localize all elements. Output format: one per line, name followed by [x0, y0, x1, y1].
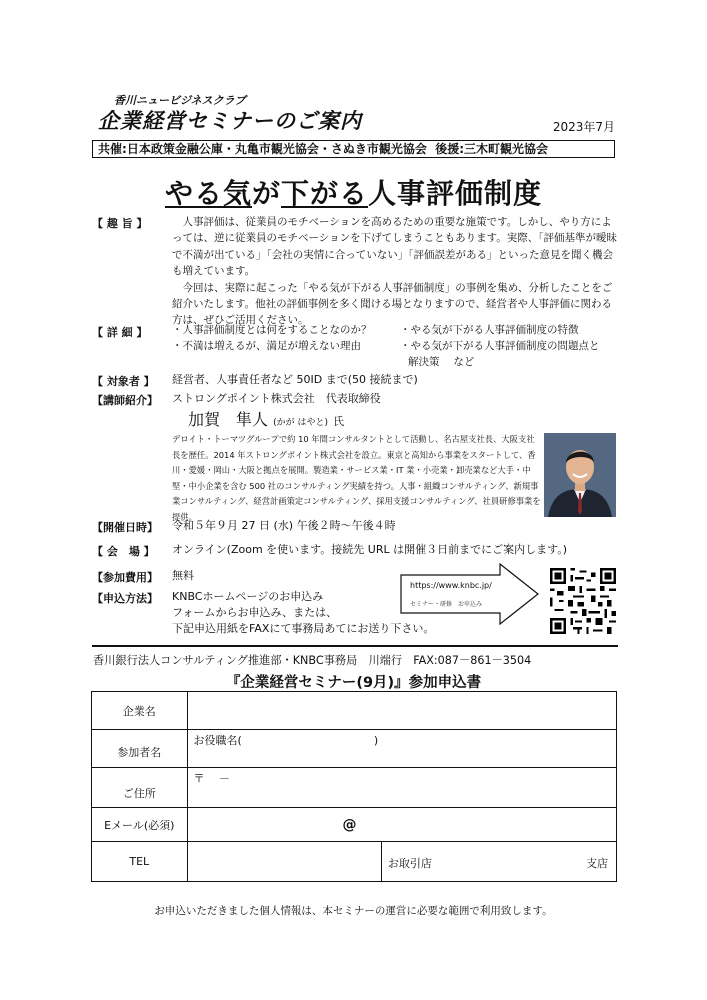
knbc-url-link[interactable]: https://www.knbc.jp/ [410, 581, 492, 590]
participant-label: 参加者名 [92, 730, 188, 768]
at-mark: @ [342, 816, 357, 833]
url-arrow-icon [400, 562, 540, 626]
email-field[interactable] [187, 808, 616, 842]
document-title: 企業経営セミナーのご案内 [98, 109, 362, 133]
apply-line-1: KNBCホームページのお申込み [172, 590, 324, 603]
tel-field[interactable] [187, 842, 381, 882]
purpose-label: 【 趣 旨 】 [92, 217, 148, 230]
detail-item-4: ・やる気が下がる人事評価制度の問題点と [400, 340, 600, 352]
datetime-label: 【開催日時】 [92, 521, 158, 534]
target-label: 【 対象者 】 [92, 375, 155, 388]
support-label: 後援: [435, 142, 464, 156]
venue-label: 【 会 場 】 [92, 545, 155, 558]
address-field[interactable] [187, 768, 616, 808]
privacy-notice: お申込いただきました個人情報は、本セミナーの運営に必要な範囲で利用致します。 [154, 905, 553, 917]
url-subtitle: セミナー・研修 お申込み [410, 601, 483, 608]
contact-info: 香川銀行法人コンサルティング推進部・KNBC事務局 川端行 FAX:087－861－3504 [93, 654, 532, 667]
target-text: 経営者、人事責任者など 50ID まで(50 接続まで) [172, 373, 418, 386]
headline-part-3: 下がる [281, 177, 369, 210]
datetime-text: 令和５年９月 27 日 (水) 午後２時～午後４時 [172, 519, 396, 532]
lecturer-name-line [188, 407, 344, 430]
detail-item-2: ・不満は増えるが、満足が増えない理由 [172, 340, 361, 352]
position-label: お役職名( ) [193, 734, 379, 747]
headline-part-1: やる気 [164, 177, 252, 210]
bank-branch-field[interactable] [381, 842, 616, 882]
postal-mark: 〒 － [193, 772, 231, 785]
lecturer-company: ストロングポイント株式会社 代表取締役 [172, 392, 381, 405]
lecturer-name: 加賀 隼人 [188, 410, 269, 429]
supporter-name: 三木町観光協会 [464, 142, 549, 156]
details-label: 【 詳 細 】 [92, 326, 148, 339]
headline-part-2: が [251, 177, 281, 210]
address-label: ご住所 [92, 768, 188, 808]
participant-field[interactable] [187, 730, 616, 768]
sponsor-box [92, 140, 615, 158]
fee-text: 無料 [172, 569, 194, 582]
purpose-paragraph-1: 人事評価は、従業員のモチベーションを高めるための重要な施策です。しかし、やり方によっては、逆に従業員のモチベーションを下げてしまうこともあります。実際、「評価基準が曖昧で不満が出ている」「会社の実情に合っていない」「評価誤差がある」といった意見を聞く機会も増えています。 [172, 216, 617, 278]
apply-line-2: フォームからお申込み、または、 [172, 606, 338, 619]
company-label: 企業名 [92, 692, 188, 730]
qr-code-icon[interactable] [550, 568, 616, 634]
lecturer-label: 【講師紹介】 [92, 394, 158, 407]
sponsor-label: 共催: [98, 142, 127, 156]
tel-label: TEL [92, 842, 188, 882]
detail-item-1: ・人事評価制度とは何をすることなのか？ [172, 324, 372, 336]
organization-name: 香川ニュービジネスクラブ [114, 94, 246, 107]
bank-label: お取引店 [387, 857, 432, 870]
detail-item-3: ・やる気が下がる人事評価制度の特徴 [400, 324, 579, 336]
purpose-paragraph-2: 今回は、実際に起こった「やる気が下がる人事評価制度」の事例を集め、分析したことをご紹介いたします。他社の評価事例を多く聞ける場となりますので、経営者や人事評価に関わる方は、ぜひご活用ください。 [172, 281, 613, 327]
divider-line [92, 645, 618, 647]
company-field[interactable] [187, 692, 616, 730]
email-label: Eメール(必須) [92, 808, 188, 842]
application-form [91, 691, 617, 882]
branch-label: 支店 [586, 857, 608, 870]
apply-label: 【申込方法】 [92, 592, 158, 605]
form-title: 『企業経営セミナー(9月)』参加申込書 [225, 675, 482, 691]
lecturer-kana: (かが はやと) [273, 418, 328, 428]
headline-part-4: 人事評価制度 [368, 177, 543, 210]
fee-label: 【参加費用】 [92, 571, 158, 584]
lecturer-portrait-icon [544, 433, 616, 517]
purpose-text [172, 214, 618, 329]
lecturer-profile: デロイト・トーマツグループで約 10 年間コンサルタントとして活動し、名古屋支社長、大阪支社長を歴任。2014 年ストロングポイント株式会社を設立。東京と高知から事業をスタートして、香川・愛媛・岡山・大阪と拠点を展開。製造業・サービス業・IT 業・小売業・卸売業など大手・中堅・中小企業を含む 500 社のコンサルティング実績を持つ。人事・組織コンサルティング、新規事業コンサルティング、経営計画策定コンサルティング、採用支援コンサルティング、社員研修事業を提供。 [172, 434, 541, 522]
sponsor-list: 日本政策金融公庫・丸亀市観光協会・さぬき市観光協会 [126, 142, 427, 156]
issue-date: 2023年7月 [552, 120, 615, 134]
venue-text: オンライン(Zoom を使います。接続先 URL は開催３日前までにご案内します。) [172, 543, 568, 556]
lecturer-suffix: 氏 [333, 415, 345, 428]
apply-line-3: 下記申込用紙をFAXにて事務局あてにお送り下さい。 [172, 622, 435, 635]
lecturer-photo [544, 433, 616, 517]
seminar-headline [0, 172, 707, 212]
detail-item-4-cont: 解決策 など [408, 356, 475, 368]
